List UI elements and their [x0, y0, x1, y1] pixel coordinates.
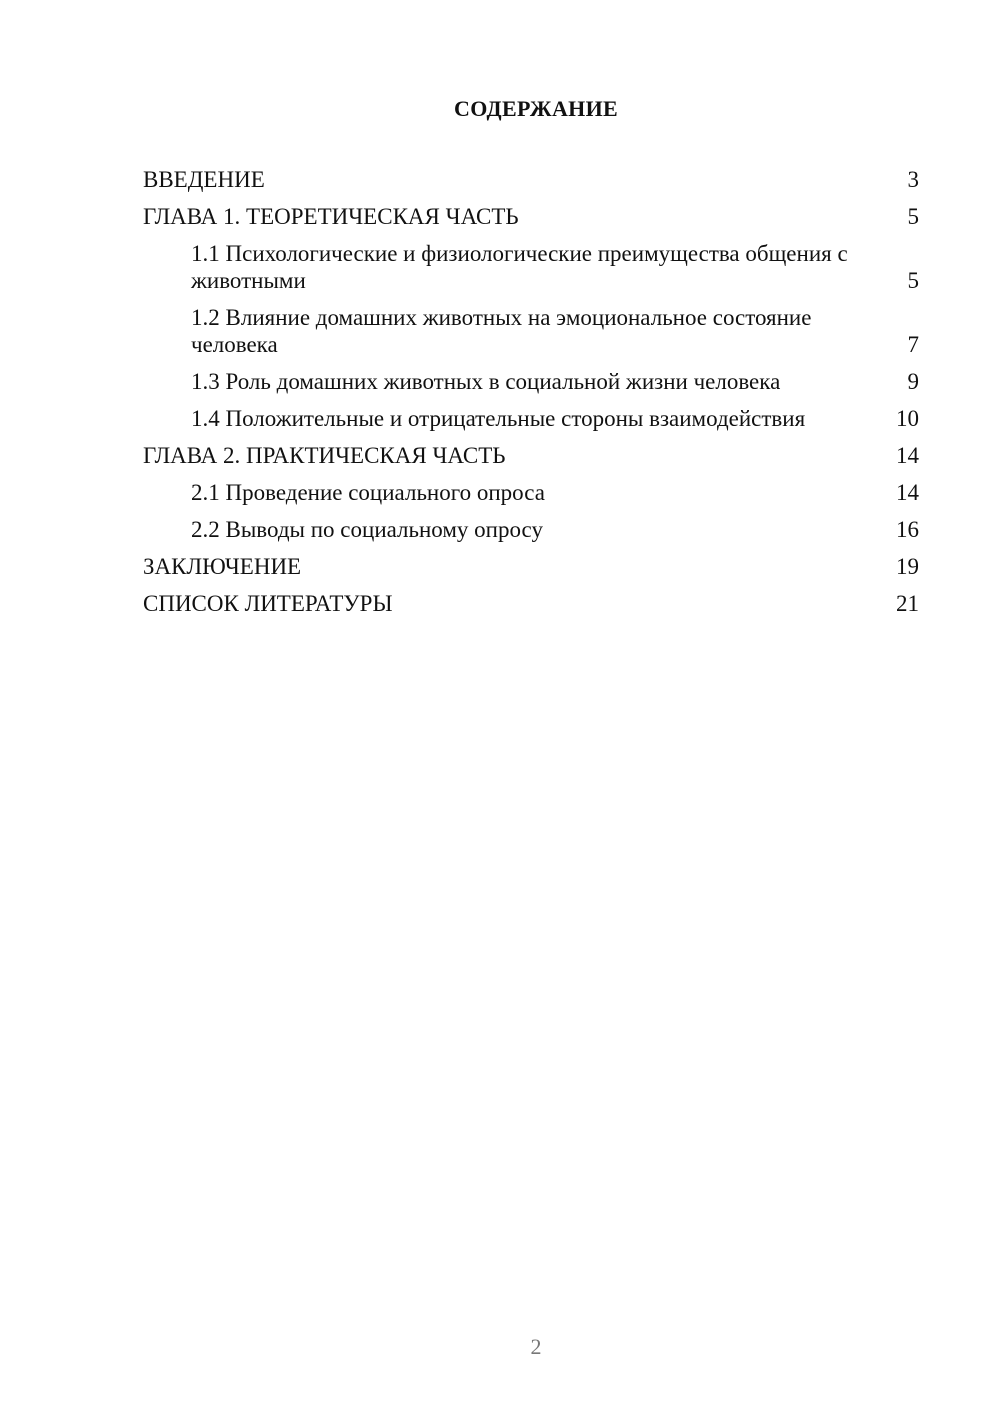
toc-entry-label: 2.1 Проведение социального опроса: [191, 480, 545, 505]
toc-entry-page: 10: [896, 406, 919, 431]
toc-entry-section-1-3: [143, 368, 919, 395]
toc-entry-label: ГЛАВА 2. ПРАКТИЧЕСКАЯ ЧАСТЬ: [143, 443, 506, 468]
table-of-contents: [143, 166, 919, 627]
toc-entry-section-2-1: [143, 479, 919, 506]
toc-entry-section-1-1: [143, 240, 919, 294]
toc-entry-page: 3: [907, 167, 919, 192]
toc-entry-page: 7: [907, 332, 919, 357]
toc-entry-conclusion: [143, 553, 919, 580]
toc-entry-label: 1.1 Психологические и физиологические преимущества общения с животными: [191, 241, 848, 293]
toc-entry-page: 19: [896, 554, 919, 579]
toc-entry-page: 5: [907, 268, 919, 293]
toc-entry-chapter-1: [143, 203, 919, 230]
toc-entry-references: [143, 590, 919, 617]
toc-entry-label: 1.3 Роль домашних животных в социальной жизни человека: [191, 369, 781, 394]
toc-entry-page: 16: [896, 517, 919, 542]
toc-entry-label: ВВЕДЕНИЕ: [143, 167, 265, 192]
toc-entry-page: 14: [896, 443, 919, 468]
toc-entry-page: 14: [896, 480, 919, 505]
toc-entry-section-1-4: [143, 405, 919, 432]
toc-entry-label: СПИСОК ЛИТЕРАТУРЫ: [143, 591, 393, 616]
toc-entry-introduction: [143, 166, 919, 193]
page-number: 2: [530, 1334, 542, 1359]
toc-entry-section-2-2: [143, 516, 919, 543]
toc-entry-label: 1.4 Положительные и отрицательные стороны взаимодействия: [191, 406, 806, 431]
toc-entry-label: ЗАКЛЮЧЕНИЕ: [143, 554, 302, 579]
toc-entry-page: 5: [907, 204, 919, 229]
toc-entry-label: 2.2 Выводы по социальному опросу: [191, 517, 543, 542]
toc-entry-page: 9: [907, 369, 919, 394]
toc-entry-section-1-2: [143, 304, 919, 358]
toc-entry-label: ГЛАВА 1. ТЕОРЕТИЧЕСКАЯ ЧАСТЬ: [143, 204, 519, 229]
toc-entry-chapter-2: [143, 442, 919, 469]
toc-entry-label: 1.2 Влияние домашних животных на эмоциональное состояние человека: [191, 305, 812, 357]
toc-title: СОДЕРЖАНИЕ: [454, 96, 618, 121]
toc-entry-page: 21: [896, 591, 919, 616]
